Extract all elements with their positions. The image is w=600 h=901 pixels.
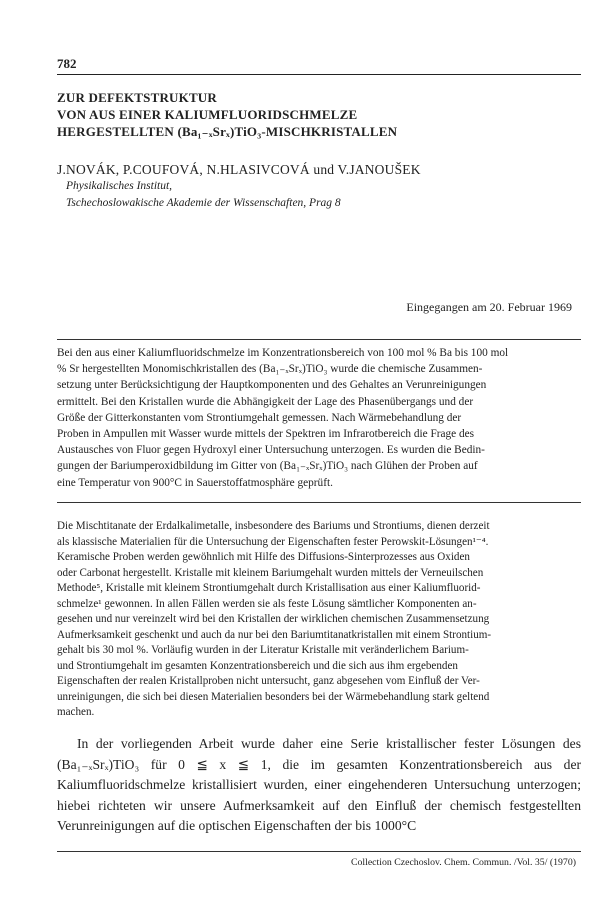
abstract-line: Größe der Gitterkonstanten vom Strontiumgehalt gemessen. Nach Wärmebehandlung der [57,411,462,424]
body-paragraph-2 [57,734,581,837]
body-line: als klassische Materialien für die Untersuchung der Eigenschaften fester Perowskit-Lösungen¹⁻⁴. [57,535,489,548]
body-line: machen. [57,706,95,718]
affiliation-institute: Physikalisches Institut, [66,180,173,192]
body-line: des (Ba₁₋ₓSrₓ)TiO₃ für 0 ≦ x ≦ 1, die im gesamten Konzentrationsbereich aus der [57,736,581,772]
title-line: VON AUS EINER KALIUMFLUORIDSCHMELZE [57,107,358,122]
page-number: 782 [57,56,77,71]
body-line: schmelze¹ gewonnen. In allen Fällen werden sie als feste Lösung sämtlicher Komponenten an- [57,597,477,610]
body-line: gesehen und nur vereinzelt wird bei den Kristallen der wirklichen chemischen Zusammensetzung [57,613,490,625]
body-line: oder Carbonat hergestellt. Kristalle mit kleinem Bariumgehalt wurden mittels der Verneuilschen [57,566,484,579]
received-date: Eingegangen am 20. Februar 1969 [406,300,572,314]
body-line: festgestellten Verunreinigungen auf die optischen Eigenschaften der bis 1000°C [57,797,581,834]
title-line: ZUR DEFEKTSTRUKTUR [57,90,217,105]
abstract-line: Proben in Ampullen mit Wasser wurde mittels der Spektren im Infrarotbereich die Frage des [57,428,475,441]
abstract [57,345,581,491]
affiliation-academy: Tschechoslowakische Akademie der Wissenschaften, Prag 8 [66,197,341,209]
title-line: HERGESTELLTEN (Ba₁₋ₓSrₓ)TiO₃-MISCHKRISTALLEN [57,124,398,139]
header-rule [57,74,581,75]
abstract-rule-bottom [57,502,581,503]
body-line: Methode⁵, Kristalle mit kleinem Strontiumgehalt durch Kristallisation aus einer Kaliumfluorid- [57,582,481,594]
abstract-line: eine Temperatur von 900°C in Sauerstoffatmosphäre geprüft. [57,476,333,489]
abstract-rule-top [57,339,581,340]
abstract-line: ermittelt. Bei den Kristallen wurde die Abhängigkeit der Lage des Phasenübergangs und der [57,395,474,408]
body-line: unreinigungen, die sich bei diesen Materialien besonders bei der Wärmebehandlung stark geltend [57,690,490,703]
abstract-line: Austausches von Fluor gegen Hydroxyl einer Untersuchung unterzogen. Es wurden die Bedin- [57,444,485,457]
body-line: und Strontiumgehalt im gesamten Konzentrationsbereich und die sich aus ihm ergebenden [57,659,458,672]
authors: J.NOVÁK, P.COUFOVÁ, N.HLASIVCOVÁ und V.JANOUŠEK [57,162,421,177]
journal-citation: Collection Czechoslov. Chem. Commun. /Vol. 35/ (1970) [350,857,576,868]
body-line: Eigenschaften der realen Kristallproben nicht untersucht, ganz abgesehen vom Einfluß der Ver- [57,675,480,687]
body-line: unterzogen; hiebei richteten wir unsere Aufmerksamkeit auf den Einfluß der chemisch [57,777,581,813]
abstract-line: % Sr hergestellten Monomischkristallen des (Ba₁₋ₓSrₓ)TiO₃ wurde die chemische Zusammen- [57,363,483,376]
body-line: Kaliumfluoridschmelze kristallisiert wurden, einer eingehenderen Untersuchung [57,777,511,793]
body-line: Aufmerksamkeit geschenkt und auch da nur bei den Bariumtitanatkristallen mit einem Strontium- [57,628,492,641]
footer-rule [57,851,581,852]
article-title [57,89,577,140]
abstract-line: Bei den aus einer Kaliumfluoridschmelze im Konzentrationsbereich von 100 mol % Ba bis 100 mol [57,347,509,359]
abstract-line: gungen der Bariumperoxidbildung im Gitter von (Ba₁₋ₓSrₓ)TiO₃ nach Glühen der Proben auf [57,460,478,473]
body-line: gehalt bis 30 mol %. Vorläufig wurden in der Literatur Kristalle mit veränderlichem Barium- [57,644,469,656]
abstract-line: setzung unter Berücksichtigung der Hauptkomponenten und des Gehaltes an Verunreinigungen [57,379,487,392]
body-line: Keramische Proben werden gewöhnlich mit Hilfe des Diffusions-Sinterprozesses aus Oxiden [57,551,470,563]
body-line: In der vorliegenden Arbeit wurde daher eine Serie kristallischer fester Lösungen [77,736,556,751]
body-paragraph-1 [57,519,581,721]
body-line: Die Mischtitanate der Erdalkalimetalle, insbesondere des Bariums und Strontiums, dienen derzeit [57,520,490,532]
